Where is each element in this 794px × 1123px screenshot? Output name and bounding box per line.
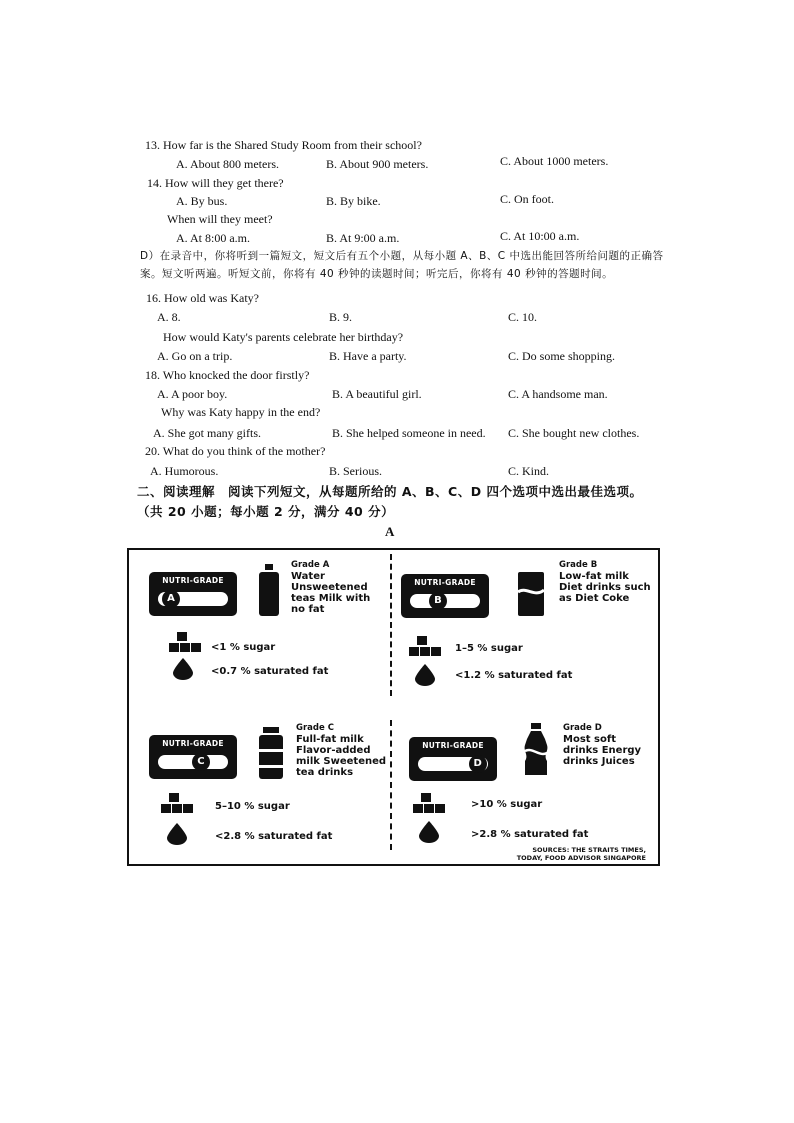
grade-a-sugar: <1 % sugar <box>211 642 276 653</box>
grade-a-title: Grade A <box>291 560 330 570</box>
fat-drop-icon <box>415 664 435 686</box>
badge-label: NUTRI-GRADE <box>162 576 224 585</box>
sugar-cubes-icon <box>407 636 443 658</box>
q13-option-c: C. About 1000 meters. <box>500 154 609 168</box>
q16-option-b: B. 9. <box>329 310 353 324</box>
badge-active-grade: C <box>192 753 210 771</box>
grade-a-examples: Water Unsweetened teas Milk with no fat <box>291 571 371 615</box>
q17-option-a: A. Go on a trip. <box>157 349 233 363</box>
q19-option-a: A. She got many gifts. <box>153 426 261 440</box>
q18-option-c: C. A handsome man. <box>508 387 608 401</box>
badge-active-grade: D <box>469 755 487 773</box>
passage-label: A <box>385 524 395 539</box>
q19-stem: Why was Katy happy in the end? <box>161 405 321 419</box>
badge-label: NUTRI-GRADE <box>162 739 224 748</box>
water-bottle-icon <box>257 564 281 618</box>
grade-d-sugar: >10 % sugar <box>471 799 543 810</box>
grade-d-panel <box>395 715 657 865</box>
grade-c-title: Grade C <box>296 723 334 733</box>
grade-b-sugar: 1–5 % sugar <box>455 643 523 654</box>
q20-option-b: B. Serious. <box>329 464 383 478</box>
q20-option-c: C. Kind. <box>508 464 550 478</box>
q16-option-c: C. 10. <box>508 310 538 324</box>
q17-option-c: C. Do some shopping. <box>508 349 616 363</box>
q18-stem: 18. Who knocked the door firstly? <box>145 368 310 382</box>
section2-scoring: （共 20 小题；每小题 2 分，满分 40 分） <box>137 504 395 519</box>
q16-stem: 16. How old was Katy? <box>146 291 259 305</box>
grade-d-examples: Most soft drinks Energy drinks Juices <box>563 734 642 767</box>
fat-drop-icon <box>173 658 193 680</box>
sources-line-2: TODAY, FOOD ADVISOR SINGAPORE <box>516 854 646 862</box>
grade-c-examples: Full-fat milk Flavor-added milk Sweetened tea drinks <box>296 734 387 778</box>
grade-c-panel <box>129 715 391 865</box>
section-d-instruction: D）在录音中，你将听到一篇短文，短文后有五个小题，从每小题 A、B、C 中选出能回答所给问题的正确答 <box>140 250 664 262</box>
q15-option-a: A. At 8:00 a.m. <box>176 231 250 245</box>
nutri-grade-badge-b <box>401 574 489 618</box>
grade-d-fat: >2.8 % saturated fat <box>471 829 589 840</box>
q15-stem: When will they meet? <box>167 212 273 226</box>
soft-drink-bottle-icon <box>521 723 551 779</box>
q14-option-c: C. On foot. <box>500 192 554 206</box>
grade-d-title: Grade D <box>563 723 602 733</box>
sources-line-1: SOURCES: THE STRAITS TIMES, <box>532 846 646 854</box>
q18-option-b: B. A beautiful girl. <box>332 387 422 401</box>
nutri-grade-badge-c <box>149 735 237 779</box>
q14-option-a: A. By bus. <box>176 194 228 208</box>
badge-active-grade: B <box>429 592 447 610</box>
sugar-cubes-icon <box>159 793 195 815</box>
q13-stem: 13. How far is the Shared Study Room from their school? <box>145 138 422 152</box>
q15-option-b: B. At 9:00 a.m. <box>326 231 400 245</box>
grade-c-sugar: 5–10 % sugar <box>215 801 290 812</box>
fat-drop-icon <box>419 821 439 843</box>
fat-drop-icon <box>167 823 187 845</box>
q13-option-b: B. About 900 meters. <box>326 157 429 171</box>
q18-option-a: A. A poor boy. <box>157 387 228 401</box>
nutri-grade-badge-a <box>149 572 237 616</box>
grade-b-fat: <1.2 % saturated fat <box>455 670 573 681</box>
nutri-grade-infographic <box>127 548 660 866</box>
q19-option-c: C. She bought new clothes. <box>508 426 640 440</box>
section2-heading: 二、阅读理解 阅读下列短文，从每题所给的 A、B、C、D 四个选项中选出最佳选项。 <box>137 484 643 499</box>
q17-stem: How would Katy's parents celebrate her birthday? <box>163 330 404 344</box>
nutri-grade-badge-d <box>409 737 497 781</box>
soda-can-icon <box>517 572 545 616</box>
q14-option-b: B. By bike. <box>326 194 381 208</box>
grade-b-panel <box>395 550 657 700</box>
badge-active-grade: A <box>162 590 180 608</box>
grade-a-fat: <0.7 % saturated fat <box>211 666 329 677</box>
grade-a-panel <box>129 550 391 700</box>
badge-label: NUTRI-GRADE <box>414 578 476 587</box>
q14-stem: 14. How will they get there? <box>147 176 284 190</box>
badge-label: NUTRI-GRADE <box>422 741 484 750</box>
sugar-cubes-icon <box>411 793 447 815</box>
q19-option-b: B. She helped someone in need. <box>332 426 486 440</box>
q15-option-c: C. At 10:00 a.m. <box>500 229 580 243</box>
q20-stem: 20. What do you think of the mother? <box>145 444 326 458</box>
grade-c-fat: <2.8 % saturated fat <box>215 831 333 842</box>
q16-option-a: A. 8. <box>157 310 181 324</box>
sources-credit <box>517 846 646 862</box>
section-d-instruction-2: 案。短文听两遍。听短文前，你将有 40 秒钟的读题时间；听完后，你将有 40 秒钟的答题时间。 <box>140 268 614 280</box>
q20-option-a: A. Humorous. <box>150 464 219 478</box>
sugar-cubes-icon <box>167 632 203 654</box>
milk-bottle-icon <box>257 727 285 779</box>
grade-b-examples: Low-fat milk Diet drinks such as Diet Coke <box>559 571 651 604</box>
grade-b-title: Grade B <box>559 560 598 570</box>
q17-option-b: B. Have a party. <box>329 349 407 363</box>
q13-option-a: A. About 800 meters. <box>176 157 279 171</box>
